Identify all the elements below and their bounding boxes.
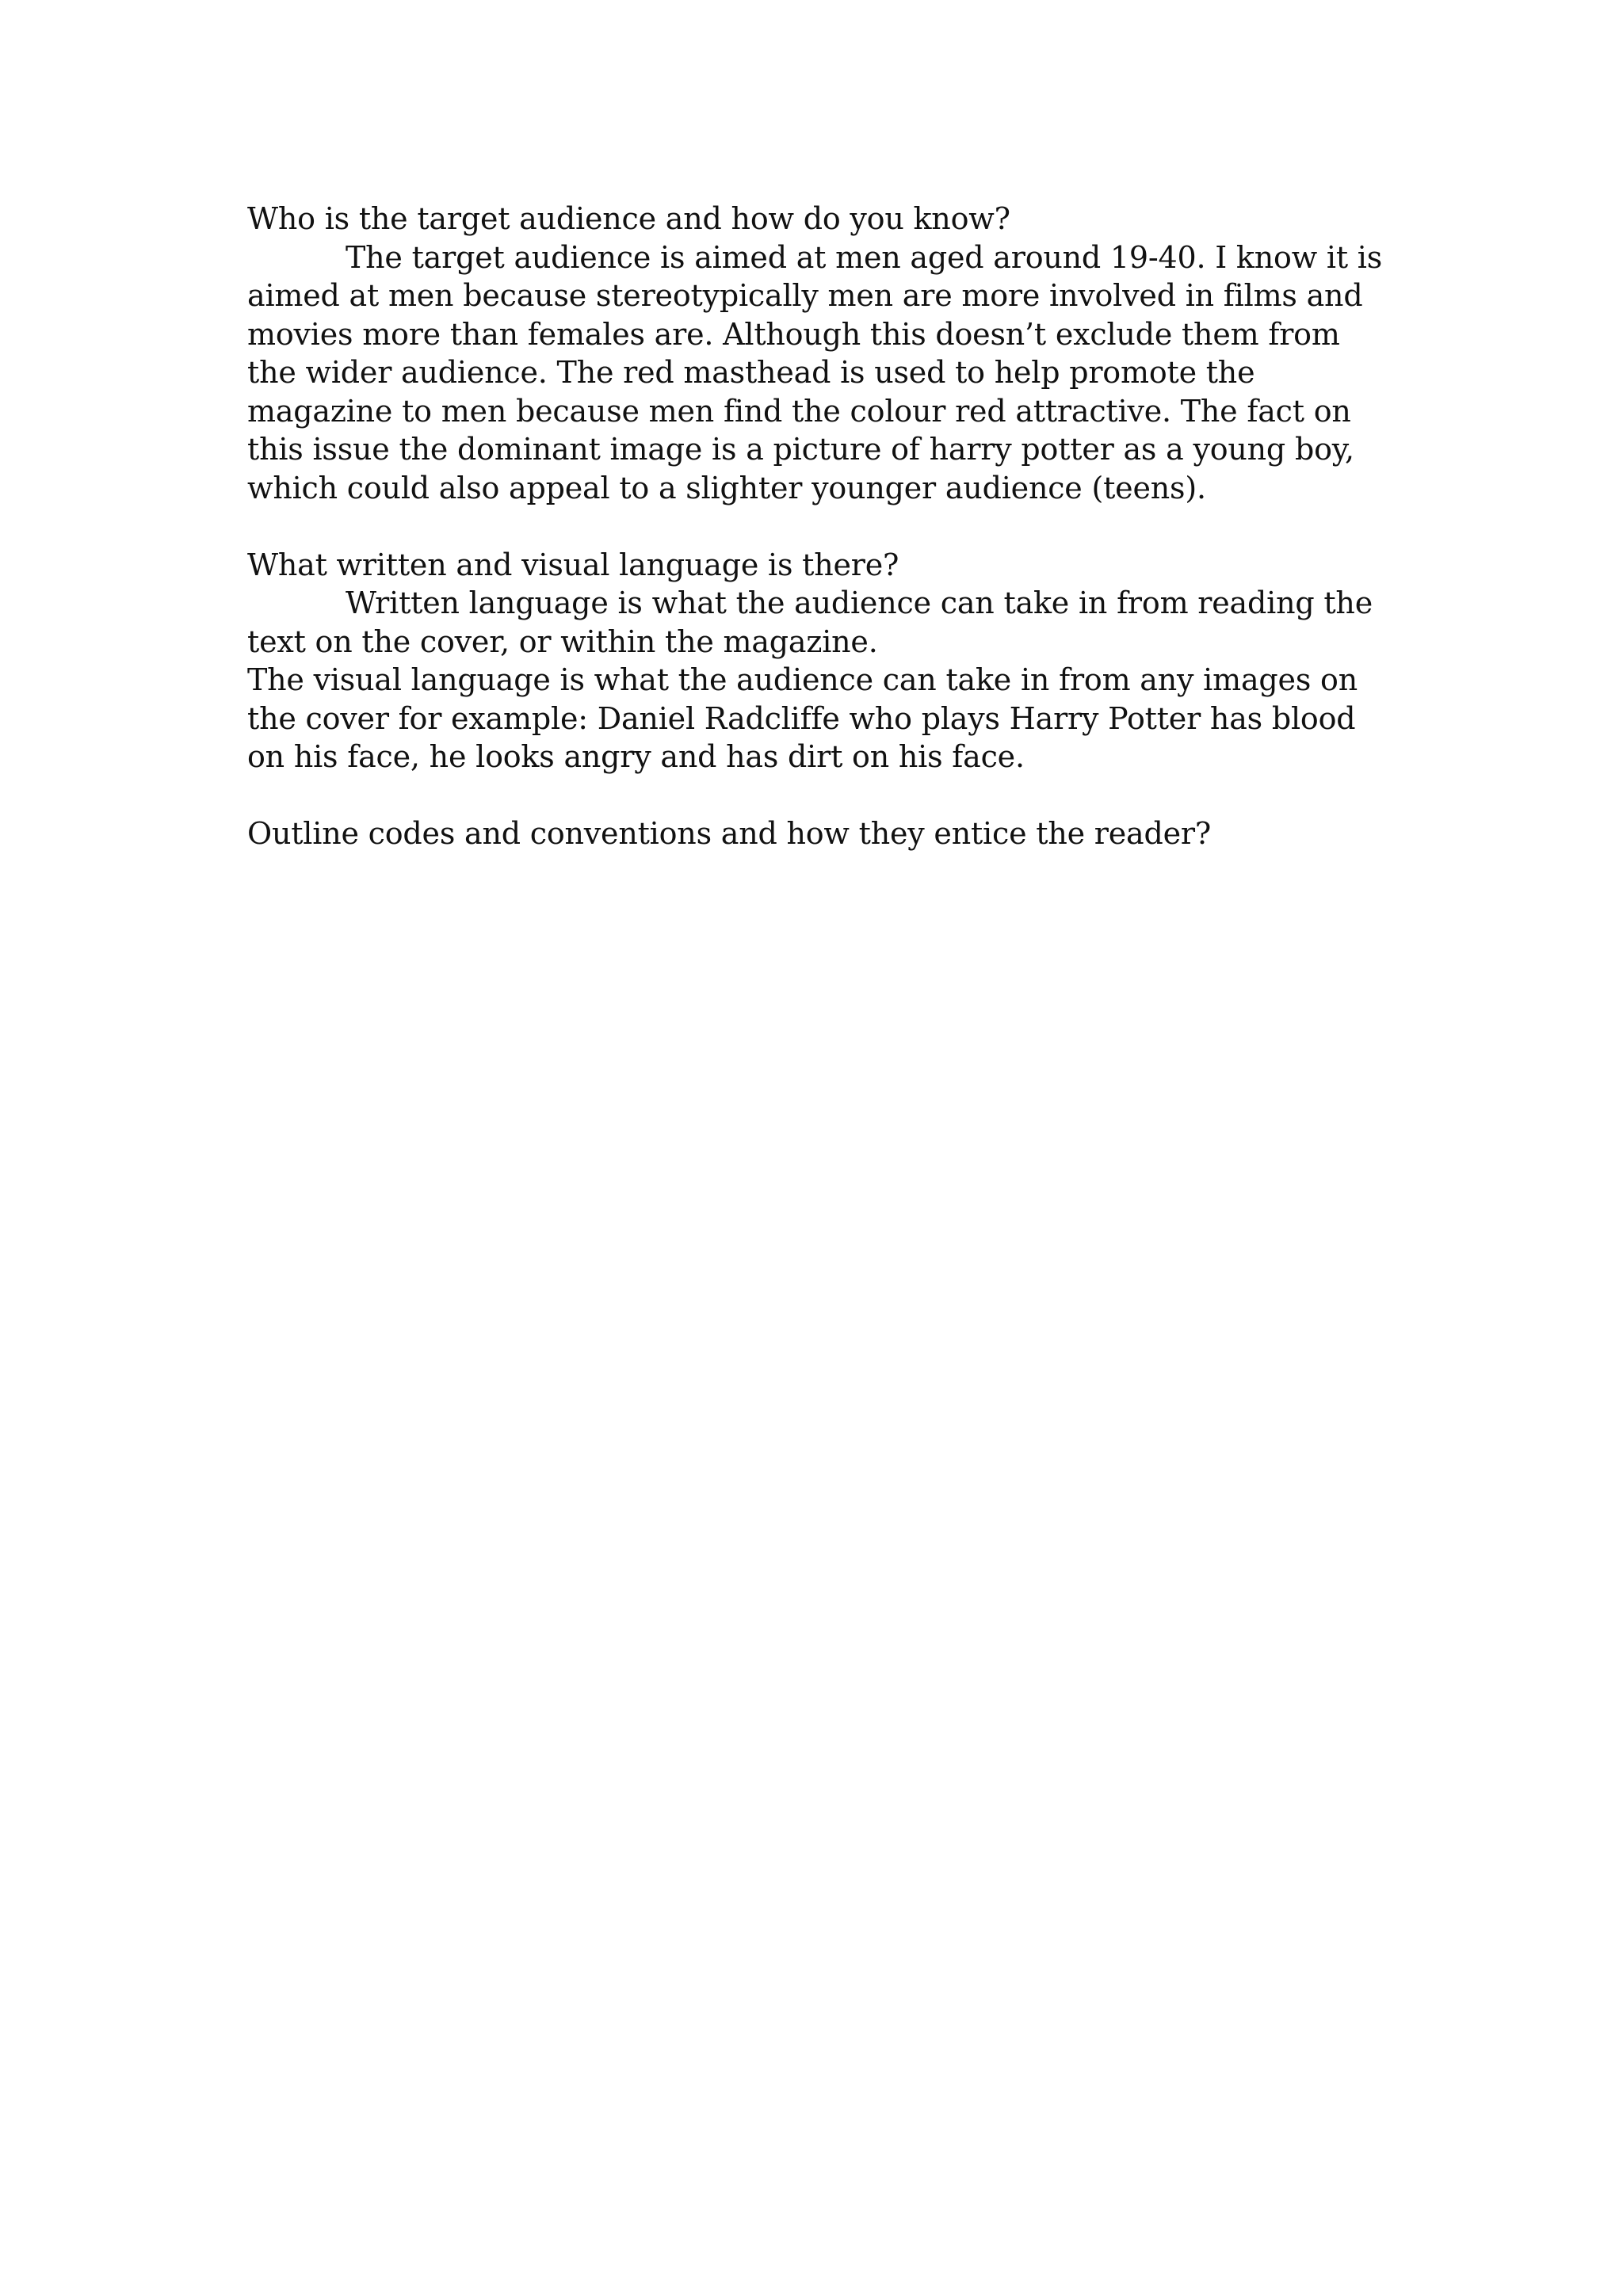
question-heading: Who is the target audience and how do you know? [247,201,1010,236]
answer-paragraph: The target audience is aimed at men aged around 19-40. I know it is aimed at men because stereotypically men are more involved in films and movies more than females are. Although this doesn’t exclude them from the wider audience. The red masthead is used to help promote the magazine to men because men find the colour red attractive. The fact on this issue the dominant image is a picture of harry potter as a young boy, which could also appeal to a slighter younger audience (teens). [247,239,1383,505]
question-heading: Outline codes and conventions and how they entice the reader? [247,816,1212,851]
question-heading: What written and visual language is there? [247,547,899,582]
document-body [247,200,1388,853]
answer-paragraph: The visual language is what the audience can take in from any images on the cover for example: Daniel Radcliffe who plays Harry Potter has blood on his face, he looks angry and has dirt on his face. [247,662,1358,774]
paragraph-spacer [247,507,1388,546]
paragraph-spacer [247,776,1388,815]
answer-paragraph: Written language is what the audience can take in from reading the text on the cover, or within the magazine. [247,585,1373,659]
